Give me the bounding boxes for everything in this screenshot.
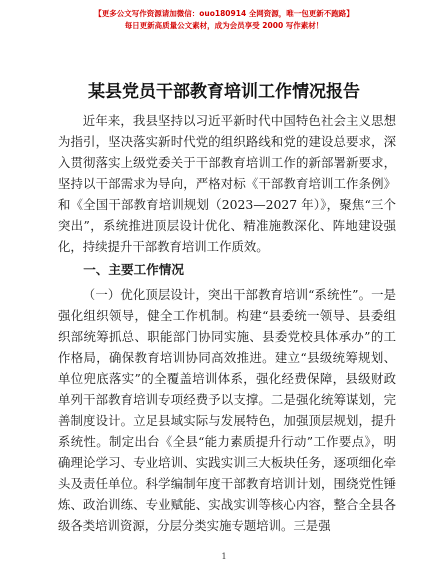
promo-banner-line-1: 【更多公文写作资源请加微信：ouo180914 全网资源，唯一包更新不跑路】 <box>94 9 354 18</box>
document-title: 某县党员干部教育培训工作情况报告 <box>88 82 360 102</box>
section-paragraph: （一）优化顶层设计，突出干部教育培训“系统性”。一是强化组织领导，健全工作机制。构建“县委统一领导、县委组织部统筹抓总、职能部门协同实施、县委党校具体承办”的工作格局，确保教育培训协同高效推进。建立“县级统筹规划、单位兜底落实”的全覆盖培训体系，强化经费保障，县级财政单列干部教育培训专项经费予以支撑。二是强化统筹谋划，完善制度设计。立足县域实际与发展特色，加强顶层规划，提升系统性。制定出台《全县“能力素质提升行动”工作要点》，明确理论学习、专业培训、实践实训三大板块任务，逐项细化牵头及责任单位。科学编制年度干部教育培训计划，围绕党性锤炼、政治训练、专业赋能、实战实训等核心内容，整合全县各级各类培训资源，分层分类实施专题培训。三是强 <box>58 287 396 533</box>
page-number: 1 <box>221 552 227 561</box>
section-heading: 一、主要工作情况 <box>83 262 184 277</box>
intro-paragraph: 近年来，我县坚持以习近平新时代中国特色社会主义思想为指引，坚决落实新时代党的组织路线和党的建设总要求，深入贯彻落实上级党委关于干部教育培训工作的新部署新要求，坚持以干部需求为导向，严格对标《干部教育培训工作条例》和《全国干部教育培训规划（2023—2027 年）》，聚焦“三个突出”，系统推进顶层设计优化、精准施教深化、阵地建设强化，持续提升干部教育培训工作质效。 <box>58 113 396 254</box>
intro-paragraph-block <box>58 110 396 257</box>
promo-banner-line-2: 每日更新高质量公文素材，成为会员享受 2000 写作素材！ <box>124 21 324 30</box>
section-paragraph-block <box>58 284 396 536</box>
